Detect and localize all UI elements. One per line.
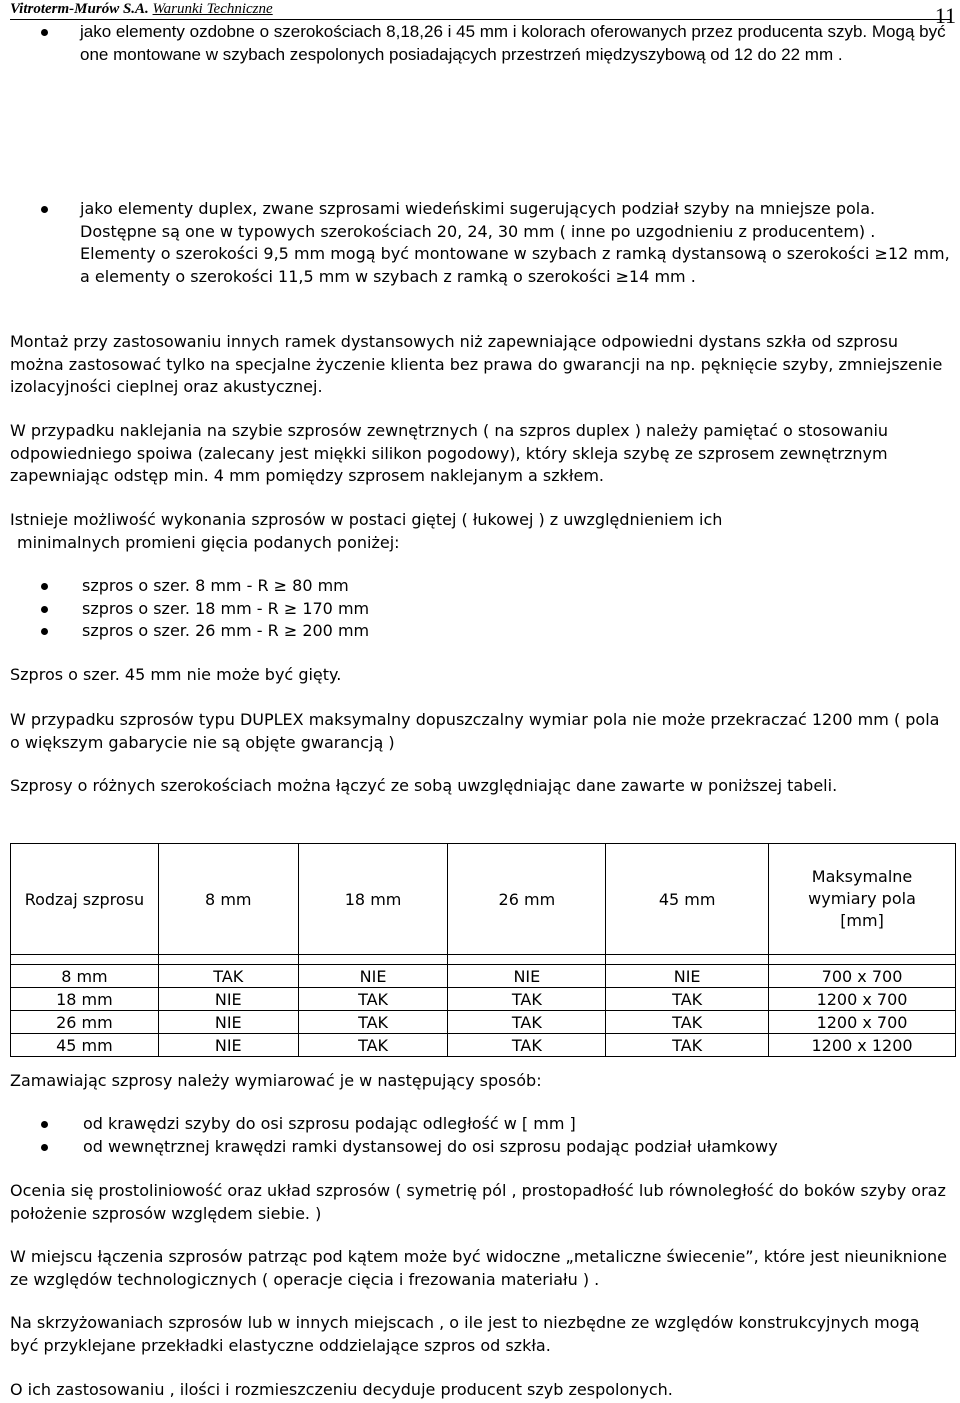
duplex-text: jako elementy duplex, zwane szprosami wiedeńskimi sugerujących podział szyby na mniejsze pola. Dostępne są one w typowych szerokościach 20, 24, 30 mm ( inne po uzgodnieniu z producentem) . Elementy o szerokości 9,5 mm mogą być montowane w szybach z ramką dystansową o szerokości ≥12 mm, a elementy o szerokości 11,5 mm w szybach z ramką o szerokości ≥14 mm . [80, 199, 950, 286]
page-number: 11 [934, 3, 956, 28]
table-row [11, 965, 956, 988]
table-cell: NIE [158, 988, 298, 1011]
bend-radius-list [10, 575, 950, 643]
paragraph-przekladki: Na skrzyżowaniach szprosów lub w innych miejscach , o ile jest to niezbędne ze względów konstrukcyjnych mogą być przyklejane przekładki elastyczne oddzielające szpros od szkła. [10, 1313, 920, 1355]
list-item: szpros o szer. 26 mm - R ≥ 200 mm [10, 620, 950, 643]
table-spacer-cell [448, 955, 606, 965]
table-cell: NIE [158, 1011, 298, 1034]
table-cell: 1200 x 700 [769, 988, 956, 1011]
list-item [10, 198, 950, 288]
table-cell: 45 mm [11, 1034, 159, 1057]
paragraph-giecie-cont: minimalnych promieni gięcia podanych poniżej: [17, 533, 400, 552]
table-spacer-cell [298, 955, 448, 965]
page-header [10, 1, 956, 28]
table-spacer-row [11, 955, 956, 965]
table-cell: 1200 x 1200 [769, 1034, 956, 1057]
table-cell: TAK [298, 1011, 448, 1034]
section-title: Warunki Techniczne [152, 1, 273, 17]
bullet-list-decorative [10, 21, 950, 66]
table-header: Maksymalne wymiary pola [mm] [769, 844, 956, 955]
table-cell: NIE [298, 965, 448, 988]
paragraph-laczenie-szprosow: W miejscu łączenia szprosów patrząc pod kątem może być widoczne „metaliczne świecenie”, które jest nieuniknione ze względów technologicznych ( operacje cięcia i frezowania materiału ) . [10, 1247, 947, 1289]
table-cell: TAK [298, 1034, 448, 1057]
table-header: 18 mm [298, 844, 448, 955]
table-spacer-cell [158, 955, 298, 965]
table-cell: NIE [606, 965, 769, 988]
table-cell: 26 mm [11, 1011, 159, 1034]
table-row [11, 988, 956, 1011]
order-method-list [10, 1113, 950, 1158]
table-spacer-cell [11, 955, 159, 965]
table-cell: TAK [606, 1034, 769, 1057]
table-spacer-cell [606, 955, 769, 965]
table-spacer-cell [769, 955, 956, 965]
table-row [11, 1011, 956, 1034]
paragraph-ocena: Ocenia się prostoliniowość oraz układ szprosów ( symetrię pól , prostopadłość lub równoległość do boków szyby oraz położenie szprosów względem siebie. ) [10, 1181, 946, 1223]
table-header: 45 mm [606, 844, 769, 955]
list-item: od krawędzi szyby do osi szprosu podając odległość w [ mm ] [10, 1113, 950, 1136]
table-row [11, 1034, 956, 1057]
bullet-list-duplex [10, 198, 950, 288]
paragraph-duplex: W przypadku szprosów typu DUPLEX maksymalny dopuszczalny wymiar pola nie może przekraczać 1200 mm ( pola o większym gabarycie nie są objęte gwarancją ) [10, 710, 940, 752]
list-item: szpros o szer. 18 mm - R ≥ 170 mm [10, 598, 950, 621]
list-item: jako elementy ozdobne o szerokościach 8,18,26 i 45 mm i kolorach oferowanych przez producenta szyb. Mogą być one montowane w szybach zespolonych posiadających przestrzeń międzyszybową od 12 do 22 mm . [10, 21, 950, 66]
list-item: od wewnętrznej krawędzi ramki dystansowej do osi szprosu podając podział ułamkowy [10, 1136, 950, 1159]
table-header: 26 mm [448, 844, 606, 955]
table-header: Rodzaj szprosu [11, 844, 159, 955]
paragraph-montaz: Montaż przy zastosowaniu innych ramek dystansowych niż zapewniające odpowiedni dystans szkła od szprosu można zastosować tylko na specjalne życzenie klienta bez prawa do gwarancji na np. pęknięcie szyby, zmniejszenie izolacyjności cieplnej oraz akustycznej. [10, 332, 943, 396]
table-cell: TAK [448, 988, 606, 1011]
table-cell: NIE [158, 1034, 298, 1057]
paragraph-naklejanie: W przypadku naklejania na szybie szprosów zewnętrznych ( na szpros duplex ) należy pamiętać o stosowaniu odpowiedniego spoiwa (zalecany jest miękki silikon pogodowy), który skleja szybę ze szprosem zewnętrznym zapewniając odstęp min. 4 mm pomiędzy szprosem naklejanym a szkłem. [10, 421, 889, 485]
paragraph-szpros45: Szpros o szer. 45 mm nie może być gięty. [10, 665, 342, 684]
paragraph-laczenie: Szprosy o różnych szerokościach można łączyć ze sobą uwzględniając dane zawarte w poniższej tabeli. [10, 776, 838, 795]
table-header: 8 mm [158, 844, 298, 955]
table-cell: 700 x 700 [769, 965, 956, 988]
paragraph-producent: O ich zastosowaniu , ilości i rozmieszczeniu decyduje producent szyb zespolonych. [10, 1380, 673, 1399]
table-cell: 18 mm [11, 988, 159, 1011]
table-cell: TAK [606, 988, 769, 1011]
table-cell: TAK [158, 965, 298, 988]
table-cell: TAK [606, 1011, 769, 1034]
table-cell: 8 mm [11, 965, 159, 988]
paragraph-zamawianie: Zamawiając szprosy należy wymiarować je w następujący sposób: [10, 1071, 542, 1090]
compatibility-table [10, 843, 956, 1057]
table-cell: 1200 x 700 [769, 1011, 956, 1034]
list-item: szpros o szer. 8 mm - R ≥ 80 mm [10, 575, 950, 598]
paragraph-giecie: Istnieje możliwość wykonania szprosów w postaci giętej ( łukowej ) z uwzględnieniem ich [10, 510, 723, 529]
table-cell: NIE [448, 965, 606, 988]
table-header-row [11, 844, 956, 955]
table-cell: TAK [448, 1034, 606, 1057]
table-cell: TAK [298, 988, 448, 1011]
table-cell: TAK [448, 1011, 606, 1034]
company-name: Vitroterm-Murów S.A. [10, 1, 149, 17]
